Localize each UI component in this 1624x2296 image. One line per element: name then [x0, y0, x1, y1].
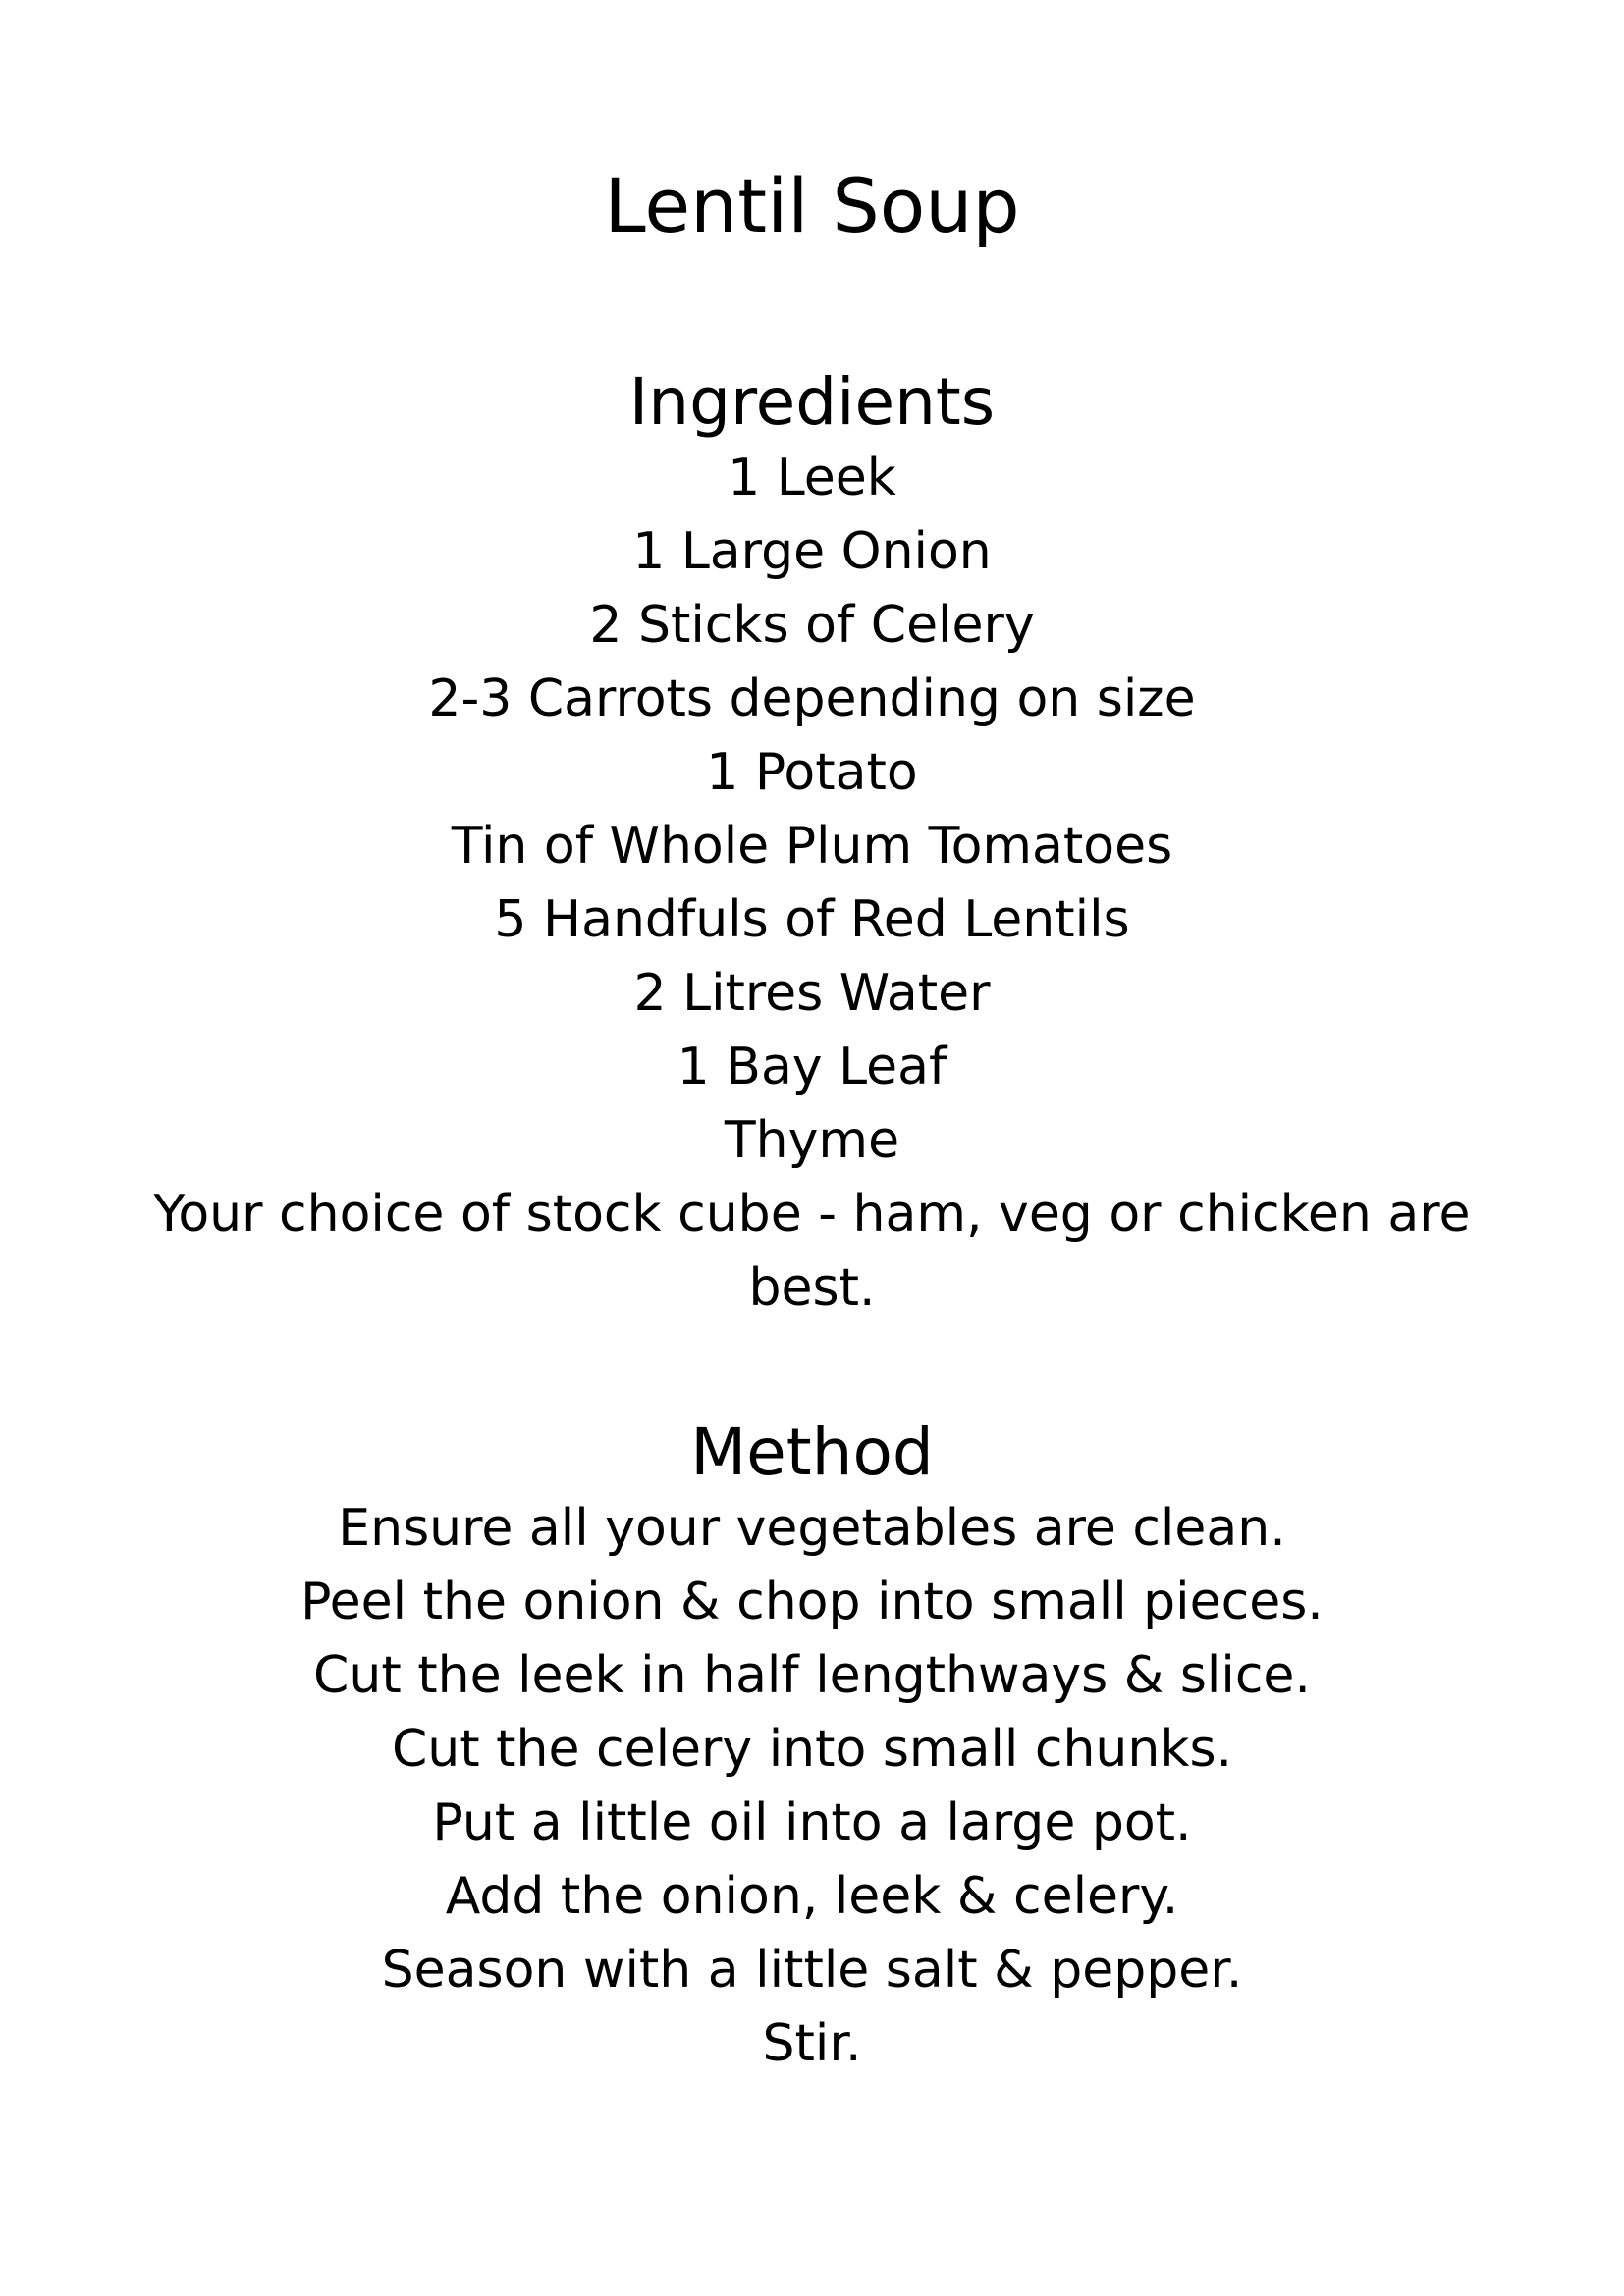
method-step: Cut the celery into small chunks.: [391, 1720, 1233, 1779]
ingredient-item: 2-3 Carrots depending on size: [428, 669, 1196, 728]
ingredients-section: [147, 363, 1477, 1325]
ingredient-item: 2 Sticks of Celery: [589, 596, 1035, 655]
ingredient-item: 1 Large Onion: [632, 522, 992, 581]
method-step: Add the onion, leek & celery.: [445, 1867, 1179, 1926]
ingredient-item: 1 Bay Leaf: [677, 1038, 947, 1096]
method-step: Stir.: [762, 2014, 862, 2073]
method-section: [147, 1414, 1477, 2081]
ingredient-item: 5 Handfuls of Red Lentils: [494, 890, 1130, 949]
method-step: Put a little oil into a large pot.: [432, 1793, 1192, 1852]
method-list: [147, 1492, 1477, 2081]
method-step: Peel the onion & chop into small pieces.: [300, 1573, 1324, 1631]
ingredient-item: 1 Leek: [728, 449, 896, 507]
method-step: Ensure all your vegetables are clean.: [338, 1499, 1286, 1558]
method-step: Cut the leek in half lengthways & slice.: [313, 1646, 1311, 1705]
method-heading: Method: [690, 1415, 934, 1490]
page-title: Lentil Soup: [604, 162, 1020, 249]
ingredients-heading: Ingredients: [628, 364, 996, 440]
ingredient-item: Thyme: [724, 1111, 900, 1170]
ingredients-list: [147, 442, 1477, 1325]
method-step: Season with a little salt & pepper.: [381, 1941, 1243, 2000]
ingredient-item: Tin of Whole Plum Tomatoes: [451, 817, 1173, 876]
ingredient-item: Your choice of stock cube - ham, veg or chicken are best.: [153, 1185, 1471, 1317]
ingredient-item: 2 Litres Water: [633, 964, 991, 1023]
ingredient-item: 1 Potato: [706, 743, 918, 802]
